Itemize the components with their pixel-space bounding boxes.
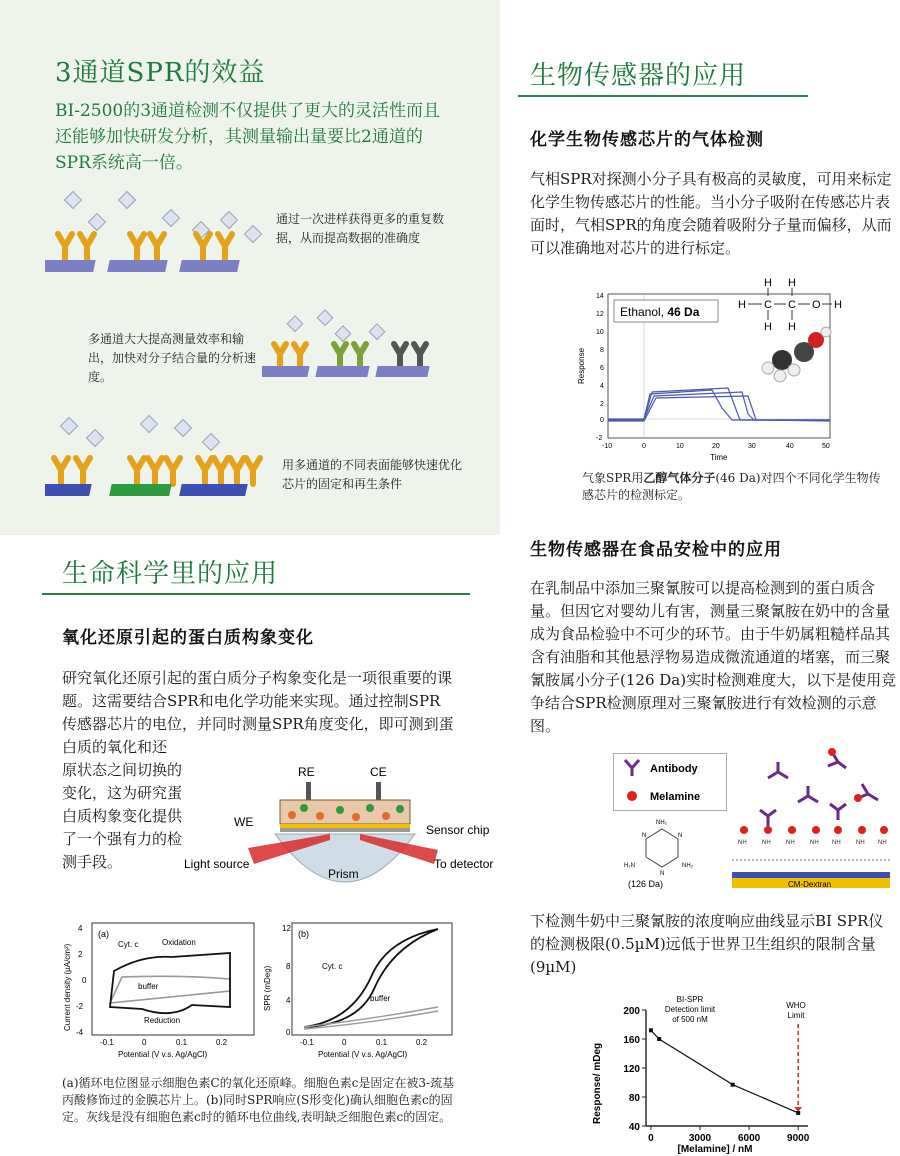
svg-text:12: 12 [282, 924, 291, 933]
chart-cv-label-buffer: buffer [138, 982, 159, 991]
biosensor-title: 生物传感器的应用 [530, 61, 747, 91]
ethanol-structure [734, 272, 852, 390]
ethanol-ball-model [762, 327, 831, 382]
antibody-icon [625, 760, 639, 776]
svg-text:0: 0 [600, 417, 604, 424]
chart-melamine-ytick-label: 80 [628, 1093, 640, 1104]
svg-text:50: 50 [822, 443, 830, 450]
svg-text:8: 8 [286, 962, 291, 971]
svg-text:0: 0 [286, 1028, 291, 1037]
svg-text:40: 40 [786, 443, 794, 450]
multichannel-illustration [262, 308, 447, 386]
chart-ethanol-xlabel: Time [710, 453, 728, 462]
svg-text:14: 14 [596, 293, 604, 300]
svg-text:-0.1: -0.1 [300, 1038, 314, 1047]
chart-cv-label-oxidation: Oxidation [162, 938, 196, 947]
svg-text:N: N [660, 871, 665, 877]
legend-melamine-label: Melamine [650, 791, 701, 803]
food-safety-subtitle: 生物传感器在食品安检中的应用 [530, 540, 782, 560]
svg-text:NH₂: NH₂ [682, 863, 693, 869]
benefits-title: 3通道SPR的效益 [55, 58, 266, 88]
chart-melamine-annot-detect-2: Detection limit [664, 1005, 716, 1014]
chart-cv-xlabel: Potential (V v.s. Ag/AgCl) [118, 1050, 208, 1059]
svg-text:10: 10 [596, 329, 604, 336]
sensor-chips [45, 260, 240, 272]
svg-text:NH: NH [762, 840, 771, 846]
bound-antibodies [760, 804, 846, 826]
chart-ethanol-ylabel: Response [577, 347, 586, 384]
redox-caption: (a)循环电位图显示细胞色素C的氧化还原峰。细胞色素c是固定在被3-巯基丙酸修饰过的金膜芯片上。(b)同时SPR响应(S形变化)确认细胞色素c的固定。灰线是没有细胞色素c时的循环电位曲线,表明缺乏细胞色素c的固定。 [62, 1076, 455, 1124]
svg-text:-4: -4 [76, 1028, 84, 1037]
chart-ethanol-title: Ethanol, 46 Da [620, 305, 700, 319]
chart-ethanol-xticks [602, 443, 830, 450]
chart-spr [262, 915, 462, 1065]
note-throughput: 多通道大大提高测量效率和输出，加快对分子结合量的分析速度。 [88, 332, 257, 384]
svg-text:0.1: 0.1 [376, 1038, 388, 1047]
chart-spr-yticks [282, 924, 291, 1037]
svg-text:0: 0 [642, 443, 646, 450]
competitive-binding-schematic [728, 748, 894, 898]
chart-cv-xticks [100, 1038, 228, 1047]
svg-text:NH: NH [810, 840, 819, 846]
gas-detection-paragraph: 气相SPR对探测小分子具有极高的灵敏度，可用来标定化学生物传感芯片的性能。当小分子吸附在传感芯片表面时，气相SPR的角度会随着吸附分子量而偏移，从而可以准确地对芯片的进行标定。 [530, 170, 892, 257]
svg-text:NH: NH [786, 840, 795, 846]
chart-ethanol-curves [608, 388, 830, 421]
svg-text:6: 6 [600, 365, 604, 372]
svg-text:NH: NH [832, 840, 841, 846]
svg-text:2: 2 [78, 950, 83, 959]
ec-spr-diagram [180, 760, 500, 910]
svg-text:C: C [764, 299, 772, 311]
chart-melamine-series-line [651, 1030, 798, 1113]
chart-cv-label-cytc: Cyt. c [118, 940, 139, 949]
sensor-chip-label: Sensor chip [426, 823, 490, 837]
life-science-rule [42, 593, 470, 595]
we-label: WE [234, 815, 254, 829]
chart-melamine-xtick-label: 0 [648, 1133, 654, 1144]
light-source-label: Light source [184, 857, 250, 871]
svg-text:0: 0 [82, 976, 87, 985]
svg-text:H₂N: H₂N [624, 863, 635, 869]
melamine-structure [620, 815, 704, 891]
svg-text:C: C [788, 299, 796, 311]
chart-melamine-ytick-label: 120 [623, 1064, 640, 1075]
svg-text:-0.1: -0.1 [100, 1038, 114, 1047]
chart-melamine [590, 992, 820, 1156]
prism-label: Prism [328, 867, 359, 881]
melamine-legend [613, 753, 727, 811]
chart-spr-xticks [300, 1038, 428, 1047]
surface-optimization-illustration [45, 412, 275, 507]
svg-text:4: 4 [78, 924, 83, 933]
svg-text:0: 0 [342, 1038, 347, 1047]
chart-melamine-ytick-label: 160 [623, 1035, 640, 1046]
chart-melamine-point [796, 1111, 800, 1115]
svg-text:O: O [812, 299, 821, 311]
chart-spr-panel: (b) [298, 929, 309, 939]
svg-text:-2: -2 [76, 1002, 84, 1011]
svg-text:H: H [788, 321, 796, 333]
chart-melamine-xtick-label: 3000 [688, 1133, 712, 1144]
immobilized-melamine [740, 826, 888, 834]
svg-text:N: N [678, 833, 683, 839]
chart-cv-curve-cytc [110, 953, 230, 1013]
svg-text:8: 8 [600, 347, 604, 354]
svg-text:H: H [764, 321, 772, 333]
biosensor-rule [518, 95, 808, 97]
svg-text:4: 4 [600, 383, 604, 390]
svg-text:0.2: 0.2 [416, 1038, 428, 1047]
note-replicates: 通过一次进样获得更多的重复数据，从而提高数据的准确度 [276, 212, 445, 245]
melamine-mass: (126 Da) [628, 879, 664, 889]
melamine-icon [627, 791, 637, 801]
free-antibodies [768, 752, 878, 802]
svg-text:10: 10 [676, 443, 684, 450]
svg-text:N: N [642, 833, 647, 839]
ethanol-caption: 气象SPR用乙醇气体分子(46 Da)对四个不同化学生物传感芯片的检测标定。 [582, 471, 881, 502]
svg-text:4: 4 [286, 996, 291, 1005]
svg-text:NH: NH [856, 840, 865, 846]
chart-melamine-xlabel: [Melamine] / nM [677, 1144, 753, 1155]
chart-melamine-xtick-label: 9000 [787, 1133, 810, 1144]
chart-cv-label-reduction: Reduction [144, 1016, 181, 1025]
svg-text:-2: -2 [596, 435, 603, 442]
chart-ethanol-curve-1 [608, 390, 830, 420]
svg-text:-10: -10 [602, 443, 613, 450]
chart-cv [62, 915, 262, 1065]
chart-melamine-annot-who-2: Limit [787, 1011, 805, 1020]
food-safety-paragraph: 在乳制品中添加三聚氰胺可以提高检测到的蛋白质含量。但因它对婴幼儿有害，测量三聚氰胺在奶中的含量成为食品检验中不可少的环节。由于牛奶属粗糙样品其含有油脂和其他悬浮物易造成微流通道的堵塞，而三聚氰胺属小分子(126 Da)实时检测难度大，以下是使用竞争结合SPR检测原理对三聚氰胺进行有效检测的示意图。 [530, 579, 897, 735]
chart-spr-curve-cytc [304, 929, 438, 1027]
svg-text:0.2: 0.2 [216, 1038, 228, 1047]
svg-text:H: H [788, 277, 796, 289]
redox-subtitle: 氧化还原引起的蛋白质构象变化 [62, 628, 314, 648]
antibodies-yellow [58, 234, 232, 260]
chart-melamine-annot-who: WHO [786, 1001, 806, 1010]
chart-melamine-annot-detect-3: of 500 nM [672, 1015, 708, 1024]
legend-antibody-label: Antibody [650, 763, 698, 775]
note-optimization: 用多通道的不同表面能够快速优化芯片的固定和再生条件 [282, 458, 463, 491]
svg-text:H: H [738, 299, 746, 311]
svg-text:20: 20 [712, 443, 720, 450]
svg-text:NH: NH [738, 840, 747, 846]
life-science-title: 生命科学里的应用 [62, 559, 279, 589]
chart-ethanol-yticks [596, 293, 604, 442]
chart-ethanol-curve-4 [608, 396, 830, 421]
melamine-detection-paragraph: 下检测牛奶中三聚氰胺的浓度响应曲线显示BI SPR仪的检测极限(0.5µM)远低于世界卫生组织的限制含量(9µM) [530, 912, 884, 976]
chart-cv-yticks [76, 924, 87, 1037]
dextran-label: CM-Dextran [788, 880, 832, 889]
svg-text:H: H [834, 299, 842, 311]
re-label: RE [298, 765, 315, 779]
chart-melamine-ylabel: Response/ mDeg [592, 1042, 603, 1124]
redox-paragraph-side: 原状态之间切换的变化，这为研究蛋白质构象变化提供了一个强有力的检测手段。 [62, 761, 183, 871]
chart-spr-label-buffer: buffer [370, 994, 391, 1003]
chart-melamine-point [731, 1083, 735, 1087]
linker-labels [738, 840, 887, 846]
svg-text:0.1: 0.1 [176, 1038, 188, 1047]
chart-spr-ylabel: SPR (mDeg) [263, 965, 272, 1011]
three-channel-illustration [45, 188, 275, 283]
benefits-lead: BI-2500的3通道检测不仅提供了更大的灵活性而且还能够加快研发分析，其测量输出量要比2通道的SPR系统高一倍。 [55, 101, 441, 173]
chart-cv-panel: (a) [98, 929, 109, 939]
svg-text:30: 30 [748, 443, 756, 450]
svg-text:NH: NH [878, 840, 887, 846]
svg-text:H: H [764, 277, 772, 289]
chart-cv-curve-buffer [110, 976, 230, 1003]
chart-melamine-ytick-label: 200 [623, 1006, 640, 1017]
svg-text:0: 0 [142, 1038, 147, 1047]
chart-melamine-xtick-label: 6000 [737, 1133, 761, 1144]
chart-melamine-point [649, 1028, 653, 1032]
chart-melamine-who-arrow [794, 1107, 802, 1111]
ce-label: CE [370, 765, 387, 779]
svg-text:2: 2 [600, 401, 604, 408]
chart-spr-xlabel: Potential (V v.s. Ag/AgCl) [318, 1050, 408, 1059]
chart-spr-label-cytc: Cyt. c [322, 962, 343, 971]
detector-label: To detector [434, 857, 494, 871]
redox-paragraph: 研究氧化还原引起的蛋白质分子构象变化是一项很重要的课题。这需要结合SPR和电化学功能来实现。通过控制SPR传感器芯片的电位，并同时测量SPR角度变化，即可测到蛋白质的氧化和还 [62, 669, 454, 756]
svg-text:12: 12 [596, 311, 604, 318]
chart-melamine-ytick-label: 40 [628, 1122, 640, 1133]
gas-detection-subtitle: 化学生物传感芯片的气体检测 [530, 130, 764, 150]
chart-cv-ylabel: Current density (µA/cm²) [63, 943, 72, 1031]
svg-text:NH₂: NH₂ [656, 820, 667, 826]
chart-melamine-point [657, 1037, 661, 1041]
chart-melamine-annot-detect: BI-SPR [676, 995, 704, 1004]
